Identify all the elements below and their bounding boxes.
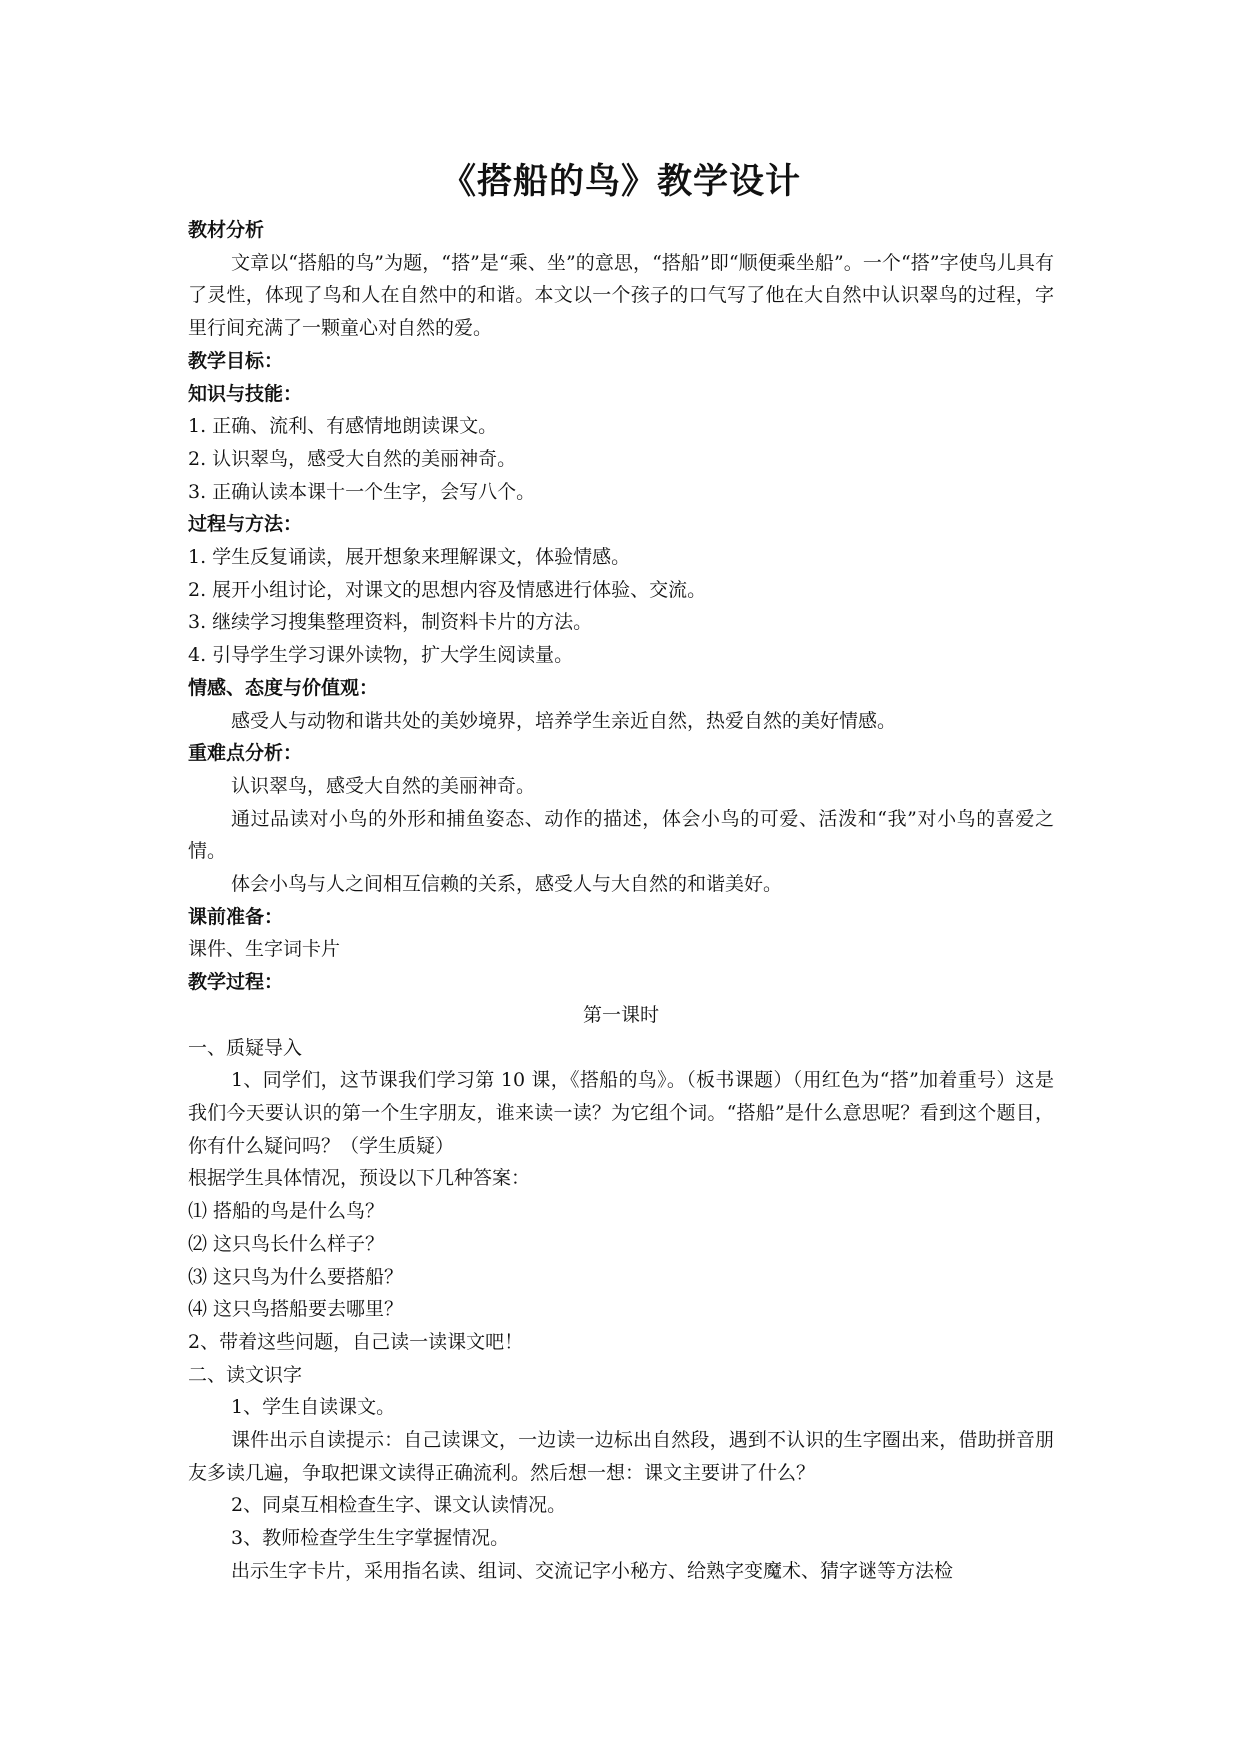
procedure-heading: 教学过程： bbox=[188, 971, 284, 994]
question-item: ⑴ 搭船的鸟是什么鸟？ bbox=[188, 1200, 385, 1223]
question-item: ⑷ 这只鸟搭船要去哪里？ bbox=[188, 1298, 404, 1321]
process-item: 1. 学生反复诵读，展开想象来理解课文，体验情感。 bbox=[188, 546, 631, 569]
process-item: 2. 展开小组讨论，对课文的思想内容及情感进行体验、交流。 bbox=[188, 578, 707, 601]
prep-text: 课件、生字词卡片 bbox=[188, 938, 341, 961]
key-item: 认识翠鸟，感受大自然的美丽神奇。 bbox=[231, 774, 536, 797]
process-heading: 过程与方法： bbox=[188, 513, 303, 536]
key-heading: 重难点分析： bbox=[188, 742, 303, 765]
key-item: 体会小鸟与人之间相互信赖的关系，感受人与大自然的和谐美好。 bbox=[231, 873, 783, 896]
emotion-text: 感受人与动物和谐共处的美妙境界，培养学生亲近自然，热爱自然的美好情感。 bbox=[231, 709, 897, 732]
key-item: 通过品读对小鸟的外形和捕鱼姿态、动作的描述，体会小鸟的可爱、活泼和“我”对小鸟的喜爱之情。 bbox=[188, 807, 1054, 863]
emotion-heading: 情感、态度与价值观： bbox=[188, 676, 379, 699]
part2-paragraph: 1、学生自读课文。 bbox=[231, 1396, 396, 1419]
knowledge-item: 3. 正确认读本课十一个生字，会写八个。 bbox=[188, 480, 536, 503]
question-item: ⑵ 这只鸟长什么样子？ bbox=[188, 1232, 385, 1255]
document-page bbox=[188, 158, 1054, 1588]
part2-heading: 二、读文识字 bbox=[188, 1363, 303, 1386]
prep-heading: 课前准备： bbox=[188, 905, 284, 928]
material-text: 文章以“搭船的鸟”为题，“搭”是“乘、坐”的意思，“搭船”即“顺便乘坐船”。一个“搭”字使鸟儿具有了灵性，体现了鸟和人在自然中的和谐。本文以一个孩子的口气写了他在大自然中认识翠鸟的过程，字里行间充满了一颗童心对自然的爱。 bbox=[188, 251, 1054, 340]
process-item: 4. 引导学生学习课外读物，扩大学生阅读量。 bbox=[188, 644, 574, 667]
part2-paragraph: 2、同桌互相检查生字、课文认读情况。 bbox=[231, 1494, 567, 1517]
goals-heading: 教学目标： bbox=[188, 349, 284, 372]
process-item: 3. 继续学习搜集整理资料，制资料卡片的方法。 bbox=[188, 611, 593, 634]
question-item: ⑶ 这只鸟为什么要搭船？ bbox=[188, 1265, 404, 1288]
part1-paragraph: 1、同学们，这节课我们学习第 10 课，《搭船的鸟》。（板书课题）（用红色为“搭”加着重号）这是我们今天要认识的第一个生字朋友，谁来读一读？为它组个词。“搭船”是什么意思呢？看到这个题目，你有什么疑问吗？（学生质疑） bbox=[188, 1069, 1054, 1157]
part1-paragraph: 根据学生具体情况，预设以下几种答案： bbox=[188, 1167, 531, 1190]
part2-paragraph: 3、教师检查学生生字掌握情况。 bbox=[231, 1527, 510, 1550]
knowledge-item: 1. 正确、流利、有感情地朗读课文。 bbox=[188, 415, 498, 438]
document-title: 《搭船的鸟》教学设计 bbox=[440, 161, 801, 202]
knowledge-heading: 知识与技能： bbox=[188, 382, 303, 405]
lesson-label: 第一课时 bbox=[582, 1003, 659, 1026]
material-heading: 教材分析 bbox=[188, 219, 265, 241]
part2-paragraph: 课件出示自读提示：自己读课文，一边读一边标出自然段，遇到不认识的生字圈出来，借助拼音朋友多读几遍，争取把课文读得正确流利。然后想一想：课文主要讲了什么？ bbox=[188, 1429, 1054, 1484]
part2-paragraph: 出示生字卡片，采用指名读、组词、交流记字小秘方、给熟字变魔术、猜字谜等方法检 bbox=[231, 1559, 954, 1582]
part1-paragraph: 2、带着这些问题，自己读一读课文吧！ bbox=[188, 1330, 524, 1353]
knowledge-item: 2. 认识翠鸟，感受大自然的美丽神奇。 bbox=[188, 447, 517, 470]
part1-heading: 一、质疑导入 bbox=[188, 1036, 303, 1059]
